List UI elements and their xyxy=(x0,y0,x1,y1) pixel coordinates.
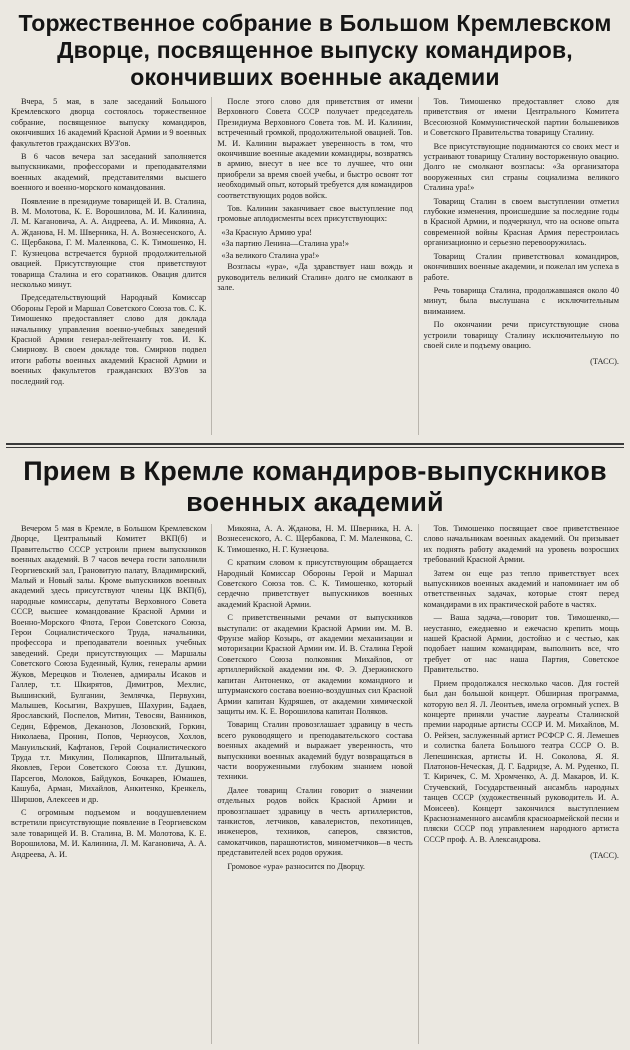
paragraph: Далее товарищ Сталин говорит о значении отдельных родов войск Красной Армии и провозглашает здравицу в честь артиллеристов, танкистов, летчиков, кавалеристов, пехотинцев, инженеров, техников, саперов, связистов, самокатчиков, парашютистов, минометчиков—в честь представителей всех родов оружия. xyxy=(217,785,413,858)
paragraph: Вечером 5 мая в Кремле, в Большом Кремлевском Дворце, Центральный Комитет ВКП(б) и Правительство СССР устроили прием выпускников военных академий. В 7 часов вечера гости заполнили Георгиевский зал, Грановитую палату, Владимирский, Малый и Новый залы. Кроме выпускников военных академий здесь присутствуют члены ЦК ВКП(б), народные комиссары, депутаты Верховного Совета СССР, высшее командование Красной Армии и Военно-Морского Флота, Герои Советского Союза, Герои Социалистического Труда, начальники, профессора и преподаватели военных учебных заведений. Среди присутствующих — Маршалы Советского Союза Буденный, Кулик, генералы армии Жуков, Мерецков и Тюленев, адмиралы Исаков и Галлер, т.т. Шкирятов, Димитров, Мехлис, Вышинский, Булганин, Землячка, Первухин, Малышев, Косыгин, Вахрушев, Шахурин, Бадаев, Ярославский, Поспелов, Митин, Тевосян, Ванников, Седин, Ефремов, Деканозов, Лозовский, Горкин, Николаева, Пронин, Попов, Черноусов, Хохлов, Мануильский, Кафтанов, Герой Социалистического Труда т.т. Микулин, Поликарпов, Шпитальный, Яковлев, Герои Советского Союза т.т. Душкин, Парсегов, Молоков, Байдуков, Бочкарев, Юмашев, Кашуба, Арман, Михайлов, Анкитенко, Кренкель, Ширшов, Алексеев и др. xyxy=(11,524,207,804)
paragraph: Товарищ Сталин приветствовал командиров, окончивших военные академии, и пожелал им успеха в работе. xyxy=(423,251,619,282)
paragraph: Возгласы «ура», «Да здравствует наш вождь и руководитель великий Сталин» долго не смолкают в зале. xyxy=(217,262,413,292)
article-title: Прием в Кремле командиров-выпускников военных академий xyxy=(23,456,607,517)
paragraph: Товарищ Сталин провозглашает здравицу в честь всего руководящего и преподавательского состава военных академий и выражает уверенность, что выпускники военных академий будут возвращаться в части вооруженными глубоким знанием новой техники. xyxy=(217,720,413,782)
section-divider xyxy=(6,447,624,448)
paragraph: Прием продолжался несколько часов. Для гостей был дан большой концерт. Обширная программа, которую вел Я. Л. Леонтьев, имела огромный успех. В концерте приняли участие лауреаты Сталинской премии народные артисты СССР И. М. Михайлов, М. О. Рейзен, заслуженный артист РСФСР С. Я. Лемешев и солистка балета Большого театра СССР О. В. Лепешинская, артисты И. Н. Соколова, Я. Я. Платонов-Неческая, Д. Г. Бадридзе, А. М. Руденко, П. Т. Киричек, С. М. Хромченко, А. Д. Макаров, И. К. Стучевский, Государственный ансамбль народных танцев СССР (художественный руководитель И. А. Моисеев). Концерт закончился выступлением Краснознаменного ансамбля красноармейской песни и пляски СССР под управлением народного артиста СССР проф. А. В. Александрова. xyxy=(423,678,619,844)
paragraph: По окончании речи присутствующие снова устроили товарищу Сталину исключительную по своей силе и подъему овацию. xyxy=(423,320,619,350)
article-column-3 xyxy=(418,97,624,435)
paragraph: С кратким словом к присутствующим обращается Народный Комиссар Обороны Герой и Маршал Советского Союза тов. С. К. Тимошенко, который сердечно приветствует выпускников военных академий Красной Армии. xyxy=(217,558,413,609)
paragraph: В 6 часов вечера зал заседаний заполняется выпускниками, профессорами и преподавателями военных академий, представителями высшего военного и военно-морского командования. xyxy=(11,152,207,193)
paragraph: Тов. Тимошенко посвящает свое приветственное слово начальникам военных академий. Он призывает их поднять работу академий на уровень возросших требований Красной Армии. xyxy=(423,524,619,565)
article-column-1 xyxy=(6,524,211,1044)
article-column-1 xyxy=(6,97,211,435)
cheer-line: «За великого Сталина ура!» xyxy=(221,250,320,260)
paragraph: Громовое «ура» разносится по Дворцу. xyxy=(227,861,365,871)
section-divider xyxy=(6,443,624,445)
cheer-line: «За партию Ленина—Сталина ура!» xyxy=(221,239,350,249)
paragraph: Появление в президиуме товарищей И. В. Сталина, В. М. Молотова, К. Е. Ворошилова, М. И. Калинина, Л. М. Кагановича, А. А. Андреева, А. И. Микояна, А. А. Жданова, Н. М. Шверника, Н. А. Вознесенского, А. С. Щербакова, Г. М. Маленкова, С. К. Тимошенко, Н. Г. Кузнецова встречается бурной продолжительной овацией. Присутствующие стоя приветствуют товарища Сталина и его соратников. Овация длится несколько минут. xyxy=(11,196,207,289)
article-reception xyxy=(6,452,624,1044)
paragraph: Тов. Тимошенко предоставляет слово для приветствия от имени Центрального Комитета Всесоюзной Коммунистической партии большевиков и Советского Правительства товарищу Сталину. xyxy=(423,97,619,138)
article-columns xyxy=(6,524,624,1044)
article-column-2 xyxy=(211,97,417,435)
paragraph: Председательствующий Народный Комиссар Обороны Герой и Маршал Советского Союза тов. С. К. Тимошенко предоставляет слово для доклада начальнику управления военно-учебных заведений Красной Армии генерал-лейтенанту тов. И. К. Смирнову. В своем докладе тов. Смирнов подвел итоги работы военных академий Красной Армии и военных факультетов гражданских ВУЗ'ов за последний год. xyxy=(11,293,207,386)
paragraph: Речь товарища Сталина, продолжавшаяся около 40 минут, была выслушана с исключительным вниманием. xyxy=(423,285,619,316)
article-signature: (ТАСС). xyxy=(590,851,619,861)
paragraph: С огромным подъемом и воодушевлением встретили присутствующие появление в Георгиевском зале товарищей И. В. Сталина, В. М. Молотова, К. Е. Ворошилова, М. И. Калинина, Л. М. Кагановича, А. А. Андреева, А. И. xyxy=(11,807,207,859)
paragraph: После этого слово для приветствия от имени Верховного Совета СССР получает председатель Президиума Верховного Совета тов. М. И. Калинин, встреченный громкой, продолжительной овацией. Тов. М. И. Калинин выражает уверенность в том, что окончившие военные академии командиры, возвратясь в армию, внесут в нее все то лучшее, что они приобрели за время своей учебы, и быстро освоят тот необходимый опыт, который требуется для командиров соответствующих родов войск. xyxy=(217,97,413,200)
article-columns xyxy=(6,97,624,435)
paragraph: — Ваша задача,—говорит тов. Тимошенко,— неустанно, ежедневно и ежечасно крепить мощь нашей Красной Армии, достойно и с честью, как подобает нашим командирам, выполнить все, что требует от нас наша Партия, Советское Правительство. xyxy=(423,613,619,675)
paragraph: Тов. Калинин заканчивает свое выступление под громовые аплодисменты всех присутствующих: xyxy=(217,204,413,224)
paragraph: Микояна, А. А. Жданова, Н. М. Шверника, Н. А. Вознесенского, А. С. Щербакова, Г. М. Маленкова, С. К. Тимошенко, Н. Г. Кузнецова. xyxy=(217,524,413,554)
cheer-line: «За Красную Армию ура! xyxy=(221,227,313,237)
article-column-3 xyxy=(418,524,624,1044)
article-assembly xyxy=(6,4,624,435)
paragraph: Все присутствующие поднимаются со своих мест и устраивают товарищу Сталину восторженную овацию. Долго не смолкают возгласы: «За организатора вооруженных сил страны социализма великого Сталина ура!» xyxy=(423,141,619,193)
paragraph: Товарищ Сталин в своем выступлении отметил глубокие изменения, происшедшие за последние годы в Красной Армии, и подчеркнул, что на основе опыта современной войны Красная Армия перестроилась организационно и серьезно перевооружилась. xyxy=(423,196,619,248)
article-column-2 xyxy=(211,524,417,1044)
article-title: Торжественное собрание в Большом Кремлевском Дворце, посвященное выпуску командиров, окончивших военные академии xyxy=(18,10,612,90)
paragraph: С приветственными речами от выпускников выступали: от академии Красной Армии им. М. В. Фрунзе майор Козырь, от академии механизации и моторизации Красной Армии им. И. В. Сталина Герой Советского Союза полковник Михайлов, от артиллерийской академии им. Ф. Э. Дзержинского капитан Антоненко, от академии командного и штурманского состава военно-воздушных сил Красной Армии капитан Кудряшев, от академии химической защиты им. К. Е. Ворошилова капитан Поляков. xyxy=(217,613,413,716)
article-signature: (ТАСС). xyxy=(590,357,619,367)
paragraph: Затем он еще раз тепло приветствует всех выпускников военных академий и напоминает им об ответственных задачах, которые стоят перед командирами в их практической работе в частях. xyxy=(423,568,619,609)
paragraph: Вчера, 5 мая, в зале заседаний Большого Кремлевского дворца состоялось торжественное собрание, посвященное выпуску командиров, окончивших 16 академий Красной Армии и 9 военных факультетов гражданских ВУЗ'ов. xyxy=(11,97,207,148)
